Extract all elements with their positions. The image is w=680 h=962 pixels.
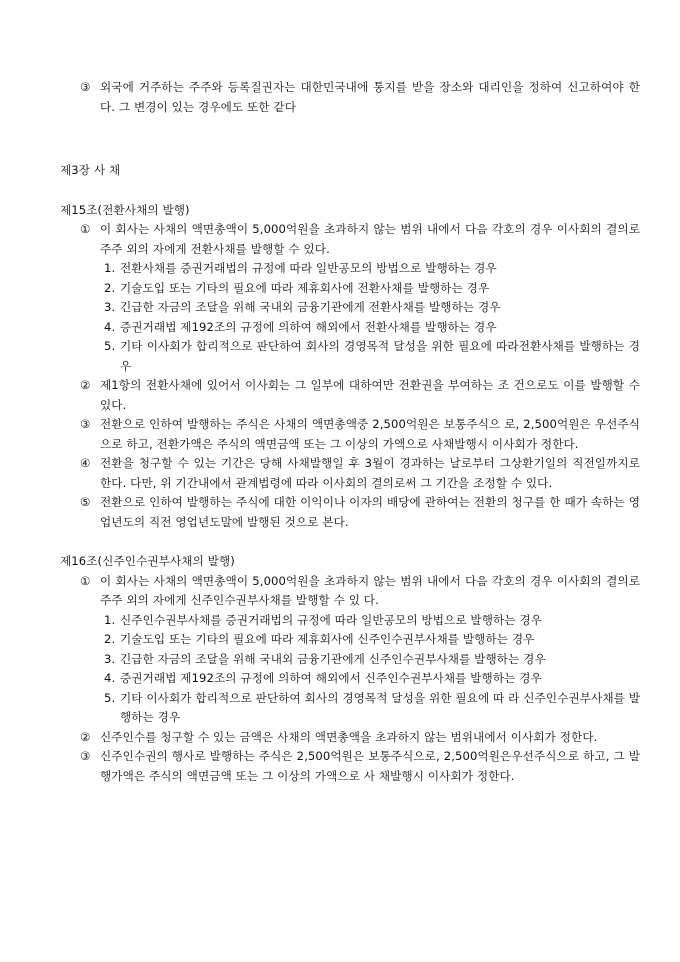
- article-16-list-item: [104, 611, 640, 631]
- paragraph-text: 이 회사는 사채의 액면총액이 5,000억원을 초과하지 않는 범위 내에서 다음 각호의 경우 이사회의 결의로 주주 외의 자에게 전환사채를 발행할 수 있다.: [100, 222, 640, 256]
- article-15-list-item: [104, 298, 640, 318]
- paragraph-3-foreign-shareholders: [80, 78, 640, 117]
- paragraph-marker: ①: [80, 222, 91, 236]
- paragraph-marker: ①: [80, 573, 91, 588]
- list-text: 긴급한 자금의 조달을 위해 국내외 금융기관에게 전환사채를 발행하는 경우: [120, 300, 501, 314]
- list-number: 2.: [104, 280, 116, 295]
- list-number: 4.: [104, 319, 116, 334]
- article-15-list-item: [104, 337, 640, 376]
- article-16-title: 제16조(신주인수권부사채의 발행): [60, 554, 235, 568]
- paragraph-marker: ③: [80, 749, 91, 763]
- list-text: 기타 이사회가 합리적으로 판단하여 회사의 경영목적 달성을 위한 필요에 따라전환사채를 발행하는 경우: [120, 339, 640, 373]
- paragraph-text: 신주인수권의 행사로 발행하는 주식은 2,500억원은 보통주식으로, 2,500억원은우선주식으로 하고, 그 발행가액은 주식의 액면금액 또는 그 이상의 가액으로 사 채발행시 이사회가 정한다.: [100, 749, 640, 783]
- article-16-paragraph-3: [80, 747, 640, 786]
- list-text: 증권거래법 제192조의 규정에 의하여 해외에서 신주인수권부사채를 발행하는 경우: [120, 671, 542, 685]
- list-number: 3.: [104, 300, 116, 314]
- list-number: 2.: [104, 632, 116, 646]
- paragraph-text: 제1항의 전환사채에 있어서 이사회는 그 일부에 대하여만 전환권을 부여하는 조 건으로도 이를 발행할 수 있다.: [100, 378, 640, 412]
- article-16-list-item: [104, 689, 640, 728]
- list-text: 기타 이사회가 합리적으로 판단하여 회사의 경영목적 달성을 위한 필요에 따 라 신주인수권부사채를 발행하는 경우: [120, 690, 641, 724]
- list-number: 4.: [104, 671, 116, 685]
- list-number: 5.: [104, 339, 116, 353]
- article-15-paragraph-5: [80, 493, 640, 532]
- article-15-list-item: [104, 318, 640, 338]
- list-text: 긴급한 자금의 조달을 위해 국내외 금융기관에게 신주인수권부사채를 발행하는 경우: [120, 651, 546, 666]
- list-text: 전환사채를 증권거래법의 규정에 따라 일반공모의 방법으로 발행하는 경우: [120, 261, 497, 275]
- article-16-list-item: [104, 669, 640, 689]
- article-15-paragraph-4: [80, 454, 640, 493]
- list-text: 신주인수권부사채를 증권거래법의 규정에 따라 일반공모의 방법으로 발행하는 경우: [120, 612, 542, 627]
- paragraph-marker: ⑤: [80, 495, 91, 509]
- paragraph-text: 전환으로 인하여 발행하는 주식에 대한 이익이나 이자의 배당에 관하여는 전환의 청구를 한 때가 속하는 영업년도의 직전 영업년도말에 발행된 것으로 본다.: [100, 495, 640, 529]
- paragraph-text: 이 회사는 사채의 액면총액이 5,000억원을 초과하지 않는 범위 내에서 다음 각호의 경우 이사회의 결의로 주주 외의 자에게 신주인수권부사채를 발행할 수 있 다.: [100, 573, 640, 607]
- article-15-list-item: [104, 259, 640, 279]
- article-16-list-item: [104, 650, 640, 670]
- paragraph-marker: ②: [80, 729, 91, 744]
- list-text: 증권거래법 제192조의 규정에 의하여 해외에서 전환사채를 발행하는 경우: [120, 319, 497, 334]
- paragraph-marker: ②: [80, 378, 91, 392]
- list-text: 기술도입 또는 기타의 필요에 따라 제휴회사에 신주인수권부사채를 발행하는 경우: [120, 632, 535, 646]
- list-number: 1.: [104, 261, 116, 275]
- article-15-paragraph-2: [80, 376, 640, 415]
- chapter-heading: 제3장 사 채: [60, 163, 121, 177]
- article-15-paragraph-3: [80, 415, 640, 454]
- article-16-paragraph-1: [80, 572, 640, 611]
- article-15-list-item: [104, 279, 640, 299]
- article-15-title: 제15조(전환사채의 발행): [60, 202, 190, 217]
- list-number: 5.: [104, 690, 116, 705]
- paragraph-text: 전환으로 인하여 발행하는 주식은 사채의 액면총액중 2,500억원은 보통주식으 로, 2,500억원은 우선주식으로 하고, 전환가액은 주식의 액면금액 또는 그 이상의 가액으로 사채발행시 이사회가 정한다.: [100, 417, 640, 451]
- list-number: 3.: [104, 651, 116, 666]
- paragraph-marker: ③: [80, 417, 91, 431]
- article-15-paragraph-1: [80, 220, 640, 259]
- paragraph-text: 외국에 거주하는 주주와 등록질권자는 대한민국내에 통지를 받을 장소와 대리인을 정하여 신고하여야 한다. 그 변경이 있는 경우에도 또한 같다: [100, 80, 640, 114]
- paragraph-text: 전환을 청구할 수 있는 기간은 당해 사채발행일 후 3월이 경과하는 날로부터 그상환기일의 직전일까지로 한다. 다만, 위 기간내에서 관계법령에 따라 이사회의 결의로써 그 기간을 조정할 수 있다.: [100, 456, 640, 490]
- paragraph-marker: ④: [80, 456, 91, 470]
- list-text: 기술도입 또는 기타의 필요에 따라 제휴회사에 전환사채를 발행하는 경우: [120, 280, 490, 295]
- paragraph-text: 신주인수를 청구할 수 있는 금액은 사채의 액면총액을 초과하지 않는 범위내에서 이사회가 정한다.: [100, 729, 598, 744]
- article-16-list-item: [104, 630, 640, 650]
- list-number: 1.: [104, 612, 116, 627]
- paragraph-marker: ③: [80, 80, 91, 94]
- article-16-paragraph-2: [80, 728, 640, 748]
